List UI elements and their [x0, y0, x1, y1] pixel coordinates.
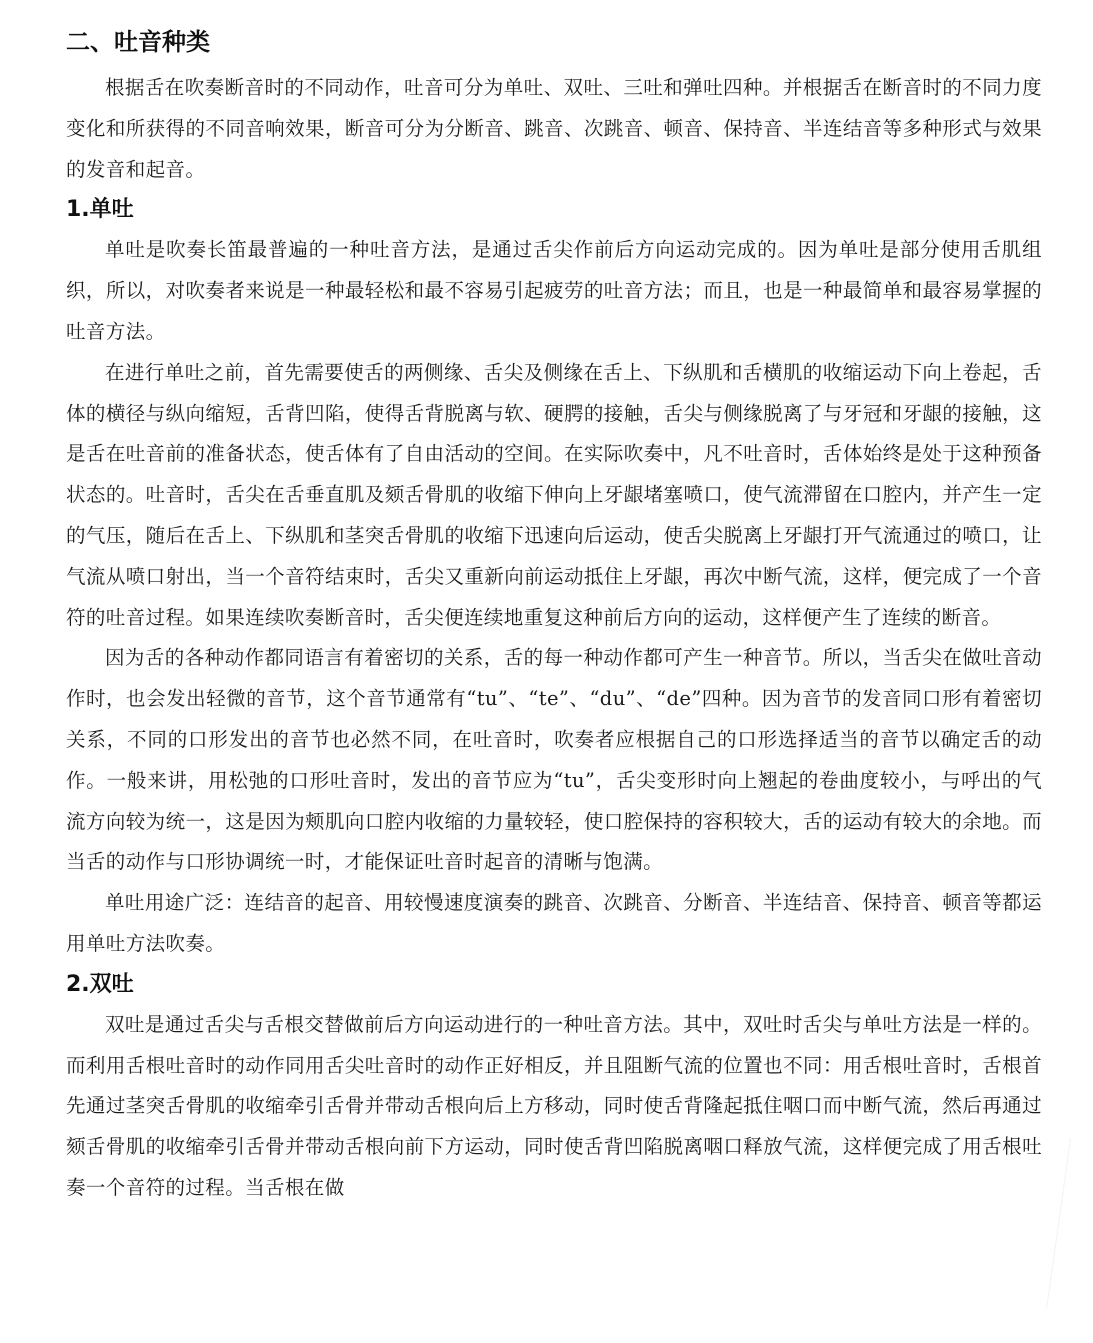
section-heading: 二、吐音种类 [66, 28, 210, 56]
single-tongue-paragraph-3: 因为舌的各种动作都同语言有着密切的关系，舌的每一种动作都可产生一种音节。所以，当舌尖在做吐音动作时，也会发出轻微的音节，这个音节通常有“tu”、“te”、“du”、“de”四种。因为音节的发音同口形有着密切关系，不同的口形发出的音节也必然不同，在吐音时，吹奏者应根据自己的口形选择适当的音节以确定舌的动作。一般来讲，用松弛的口形吐音时，发出的音节应为“tu”，舌尖变形时向上翘起的卷曲度较小，与呼出的气流方向较为统一，这是因为颊肌向口腔内收缩的力量较轻，使口腔保持的容积较大，舌的运动有较大的余地。而当舌的动作与口形协调统一时，才能保证吐音时起音的清晰与饱满。 [66, 646, 1042, 874]
single-tongue-paragraph-2: 在进行单吐之前，首先需要使舌的两侧缘、舌尖及侧缘在舌上、下纵肌和舌横肌的收缩运动下向上卷起，舌体的横径与纵向缩短，舌背凹陷，使得舌背脱离与软、硬腭的接触，舌尖与侧缘脱离了与牙冠和牙龈的接触，这是舌在吐音前的准备状态，使舌体有了自由活动的空间。在实际吹奏中，凡不吐音时，舌体始终是处于这种预备状态的。吐音时，舌尖在舌垂直肌及颏舌骨肌的收缩下伸向上牙龈堵塞喷口，使气流滞留在口腔内，并产生一定的气压，随后在舌上、下纵肌和茎突舌骨肌的收缩下迅速向后运动，使舌尖脱离上牙龈打开气流通过的喷口，让气流从喷口射出，当一个音符结束时，舌尖又重新向前运动抵住上牙龈，再次中断气流，这样，便完成了一个音符的吐音过程。如果连续吹奏断音时，舌尖便连续地重复这种前后方向的运动，这样便产生了连续的断音。 [66, 360, 1042, 629]
single-tongue-paragraph-1: 单吐是吹奏长笛最普遍的一种吐音方法，是通过舌尖作前后方向运动完成的。因为单吐是部分使用舌肌组织，所以，对吹奏者来说是一种最轻松和最不容易引起疲劳的吐音方法；而且，也是一种最简单和最容易掌握的吐音方法。 [66, 238, 1042, 343]
document-page [66, 22, 1042, 1209]
double-tongue-heading: 2.双吐 [66, 971, 134, 997]
intro-paragraph: 根据舌在吹奏断音时的不同动作，吐音可分为单吐、双吐、三吐和弹吐四种。并根据舌在断音时的不同力度变化和所获得的不同音响效果，断音可分为分断音、跳音、次跳音、顿音、保持音、半连结音等多种形式与效果的发音和起音。 [66, 76, 1042, 181]
double-tongue-paragraph-1: 双吐是通过舌尖与舌根交替做前后方向运动进行的一种吐音方法。其中，双吐时舌尖与单吐方法是一样的。而利用舌根吐音时的动作同用舌尖吐音时的动作正好相反，并且阻断气流的位置也不同：用舌根吐音时，舌根首先通过茎突舌骨肌的收缩牵引舌骨并带动舌根向后上方移动，同时使舌背隆起抵住咽口而中断气流，然后再通过颏舌骨肌的收缩牵引舌骨并带动舌根向前下方运动，同时使舌背凹陷脱离咽口释放气流，这样便完成了用舌根吐奏一个音符的过程。当舌根在做 [66, 1012, 1042, 1199]
single-tongue-paragraph-4: 单吐用途广泛：连结音的起音、用较慢速度演奏的跳音、次跳音、分断音、半连结音、保持音、顿音等都运用单吐方法吹奏。 [66, 891, 1042, 955]
scan-artifact [1046, 1139, 1092, 1311]
single-tongue-heading: 1.单吐 [66, 197, 134, 223]
